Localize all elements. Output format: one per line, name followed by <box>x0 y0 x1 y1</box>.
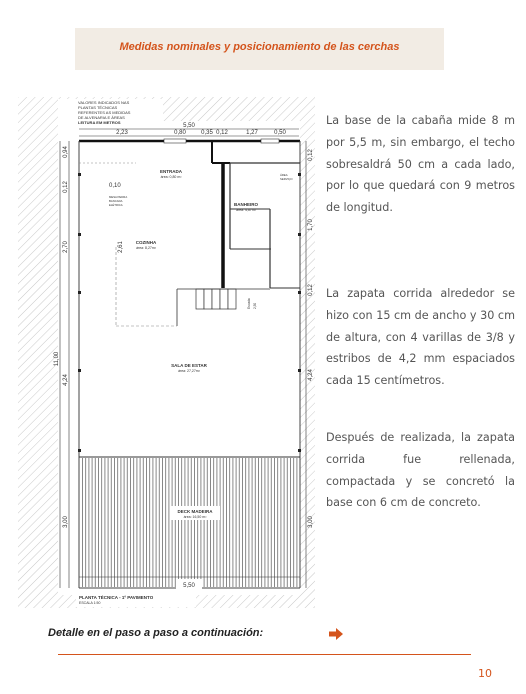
paragraph-zapata-corrida: La zapata corrida alrededor se hizo con 15 cm de ancho y 30 cm de altura, con 4 varillas de 3/8 y estribos de 4,2 mm espaciados cada 15 centímetros. <box>326 287 515 388</box>
dim-top-total: 5,50 <box>183 123 195 129</box>
plan-note-line: VALORES INDICADOS NAS <box>78 100 130 105</box>
plan-note-line: REFERENTES AS MEDIDAS <box>78 110 131 115</box>
room-deck-name: DECK MADEIRA <box>177 509 213 514</box>
plan-caption: PLANTA TÉCNICA - 1º PAVIMENTO <box>79 595 154 600</box>
dim-inner: 0,10 <box>109 183 121 189</box>
small-note: ELÉTRICA <box>109 203 123 207</box>
room-sala-name: SALA DE ESTAR <box>171 363 207 368</box>
room-cozinha-area: área: 8,27m² <box>136 246 156 250</box>
dim-left-total: 11,00 <box>54 351 60 367</box>
dim-top: 0,80 <box>174 130 186 136</box>
footer-divider <box>58 654 471 655</box>
small-note: BANCADA <box>109 199 123 203</box>
dim-top: 2,23 <box>116 130 128 136</box>
dim-right: 0,12 <box>308 149 314 161</box>
dim-top: 0,35 <box>201 130 213 136</box>
paragraph-base-dimensions: La base de la cabaña mide 8 m por 5,5 m, sin embargo, el techo sobresaldrá 50 cm a cada lado, por lo que quedará con 9 metros de longitud. <box>326 114 515 215</box>
dim-left: 0,12 <box>63 181 69 193</box>
room-cozinha-name: COZINHA <box>135 240 157 245</box>
room-sala-area: área: 27,27m² <box>178 369 200 373</box>
room-entrada-name: ENTRADA <box>160 169 182 174</box>
room-entrada-area: área: 0,80 m² <box>160 175 182 179</box>
section-header <box>75 28 444 70</box>
footer-note: Detalle en el paso a paso a continuación: <box>48 627 264 639</box>
page-number: 10 <box>478 667 492 680</box>
small-note: Escada <box>247 298 251 309</box>
room-deck-area: área: 16,50 m² <box>183 515 207 519</box>
small-note: SERVIÇO <box>280 177 293 181</box>
plan-note-line: PLANTAS TÉCNICAS <box>78 105 118 110</box>
paragraph-concreto: Después de realizada, la zapata corrida fue rellenada, compactada y se concretó la base con 6 cm de concreto. <box>326 431 515 510</box>
dim-top: 0,12 <box>216 130 228 136</box>
dim-inner: 2,61 <box>118 241 124 253</box>
dim-left: 2,70 <box>63 241 69 253</box>
dim-right: 1,70 <box>308 219 314 231</box>
plan-note-line: LEITURA EM METROS <box>78 120 121 125</box>
dim-left: 3,00 <box>63 516 69 528</box>
small-note: ÁREA <box>280 173 288 177</box>
room-banheiro-area: área: 4,67m² <box>236 208 256 212</box>
dim-top: 0,50 <box>274 130 286 136</box>
arrow-right-icon <box>328 627 344 641</box>
dim-right: 4,24 <box>308 369 314 381</box>
dim-right: 0,12 <box>308 284 314 296</box>
dim-bottom-total: 5,50 <box>183 583 195 589</box>
dim-top: 1,27 <box>246 130 258 136</box>
plan-scale: ESCALA 1:50 <box>79 601 101 605</box>
section-title: Medidas nominales y posicionamiento de las cerchas <box>119 41 400 53</box>
floor-plan-drawing <box>18 97 315 608</box>
room-banheiro-name: BANHEIRO <box>233 202 259 207</box>
small-note: 2,50 <box>253 302 257 309</box>
plan-note-line: DE ALVENARIA E ÁREAS <box>78 115 125 120</box>
dim-left: 4,24 <box>63 374 69 386</box>
dim-right: 3,00 <box>308 516 314 528</box>
dim-left: 0,94 <box>63 146 69 158</box>
small-note: MESA PEDRA <box>109 195 128 199</box>
